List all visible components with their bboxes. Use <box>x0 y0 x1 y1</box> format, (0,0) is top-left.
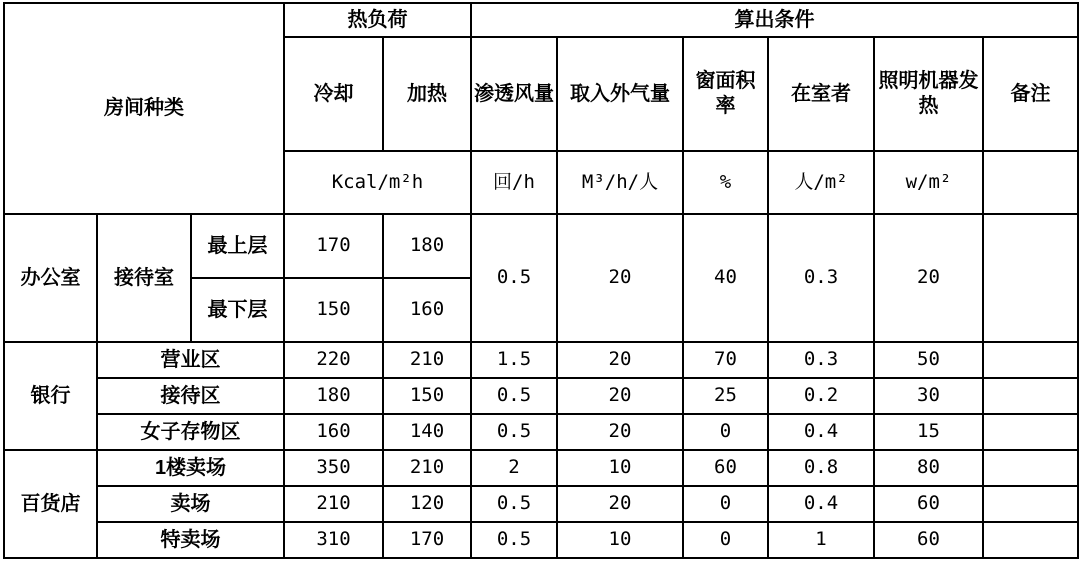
cell-outside-air: 20 <box>557 378 683 414</box>
row-label: 最下层 <box>191 278 284 342</box>
cell-remarks <box>983 450 1078 486</box>
unit-remarks <box>983 151 1078 214</box>
cell-occupants: 0.8 <box>768 450 874 486</box>
cell-outside-air: 20 <box>557 414 683 450</box>
table-row-bank-reception <box>4 378 1078 414</box>
group-dept-store: 百货店 <box>4 450 97 558</box>
unit-heat-load: Kcal/m²h <box>284 151 471 214</box>
cell-lighting-heat: 60 <box>874 486 983 522</box>
col-header-window-ratio: 窗面积率 <box>683 37 768 151</box>
row-label: 接待区 <box>97 378 284 414</box>
unit-lighting-heat: w/m² <box>874 151 983 214</box>
row-label: 最上层 <box>191 214 284 278</box>
cell-heating: 160 <box>383 278 471 342</box>
table-row-dept-sales <box>4 486 1078 522</box>
cell-infiltration: 0.5 <box>471 378 557 414</box>
group-office: 办公室 <box>4 214 97 342</box>
row-label: 1楼卖场 <box>97 450 284 486</box>
cell-cooling: 350 <box>284 450 383 486</box>
unit-outside-air: M³/h/人 <box>557 151 683 214</box>
unit-infiltration: 回/h <box>471 151 557 214</box>
document-page <box>0 2 1080 559</box>
header-calc-conditions: 算出条件 <box>471 3 1078 37</box>
cell-remarks <box>983 342 1078 378</box>
cell-lighting-heat: 20 <box>874 214 983 342</box>
row-label: 女子存物区 <box>97 414 284 450</box>
cell-lighting-heat: 50 <box>874 342 983 378</box>
cell-outside-air: 10 <box>557 450 683 486</box>
row-label: 营业区 <box>97 342 284 378</box>
table-row-dept-special <box>4 522 1078 558</box>
cell-lighting-heat: 30 <box>874 378 983 414</box>
cell-infiltration: 0.5 <box>471 486 557 522</box>
col-header-remarks: 备注 <box>983 37 1078 151</box>
cell-occupants: 0.4 <box>768 486 874 522</box>
cell-occupants: 1 <box>768 522 874 558</box>
cell-cooling: 170 <box>284 214 383 278</box>
table-row-office-top <box>4 214 1078 278</box>
cell-outside-air: 20 <box>557 486 683 522</box>
table-row-bank-business <box>4 342 1078 378</box>
cell-window-ratio: 0 <box>683 522 768 558</box>
cell-remarks <box>983 414 1078 450</box>
subgroup-reception-room: 接待室 <box>97 214 191 342</box>
cell-window-ratio: 0 <box>683 414 768 450</box>
cell-cooling: 210 <box>284 486 383 522</box>
row-label: 卖场 <box>97 486 284 522</box>
cell-occupants: 0.4 <box>768 414 874 450</box>
col-header-heating: 加热 <box>383 37 471 151</box>
unit-window-ratio: % <box>683 151 768 214</box>
cell-heating: 210 <box>383 342 471 378</box>
cell-infiltration: 0.5 <box>471 414 557 450</box>
header-row-groups <box>4 3 1078 37</box>
cell-occupants: 0.3 <box>768 214 874 342</box>
cell-lighting-heat: 80 <box>874 450 983 486</box>
cell-heating: 180 <box>383 214 471 278</box>
cell-infiltration: 0.5 <box>471 522 557 558</box>
cell-outside-air: 10 <box>557 522 683 558</box>
col-header-cooling: 冷却 <box>284 37 383 151</box>
cell-cooling: 310 <box>284 522 383 558</box>
cell-window-ratio: 0 <box>683 486 768 522</box>
cell-window-ratio: 70 <box>683 342 768 378</box>
cell-lighting-heat: 15 <box>874 414 983 450</box>
table-row-bank-storage <box>4 414 1078 450</box>
unit-occupants: 人/m² <box>768 151 874 214</box>
cell-occupants: 0.2 <box>768 378 874 414</box>
cell-outside-air: 20 <box>557 214 683 342</box>
cell-window-ratio: 60 <box>683 450 768 486</box>
cell-heating: 150 <box>383 378 471 414</box>
cell-remarks <box>983 378 1078 414</box>
cell-heating: 140 <box>383 414 471 450</box>
row-label: 特卖场 <box>97 522 284 558</box>
cell-infiltration: 1.5 <box>471 342 557 378</box>
cell-heating: 210 <box>383 450 471 486</box>
cell-heating: 120 <box>383 486 471 522</box>
heat-load-table <box>3 2 1079 559</box>
cell-cooling: 160 <box>284 414 383 450</box>
col-header-infiltration: 渗透风量 <box>471 37 557 151</box>
cell-remarks <box>983 522 1078 558</box>
cell-infiltration: 2 <box>471 450 557 486</box>
header-heat-load: 热负荷 <box>284 3 471 37</box>
header-room-type: 房间种类 <box>4 3 284 214</box>
cell-window-ratio: 40 <box>683 214 768 342</box>
col-header-outside-air: 取入外气量 <box>557 37 683 151</box>
table-row-dept-floor1 <box>4 450 1078 486</box>
cell-heating: 170 <box>383 522 471 558</box>
col-header-lighting-heat: 照明机器发热 <box>874 37 983 151</box>
group-bank: 银行 <box>4 342 97 450</box>
cell-cooling: 150 <box>284 278 383 342</box>
cell-outside-air: 20 <box>557 342 683 378</box>
cell-occupants: 0.3 <box>768 342 874 378</box>
col-header-occupants: 在室者 <box>768 37 874 151</box>
cell-remarks <box>983 486 1078 522</box>
cell-window-ratio: 25 <box>683 378 768 414</box>
cell-remarks <box>983 214 1078 342</box>
cell-infiltration: 0.5 <box>471 214 557 342</box>
cell-cooling: 180 <box>284 378 383 414</box>
cell-lighting-heat: 60 <box>874 522 983 558</box>
cell-cooling: 220 <box>284 342 383 378</box>
